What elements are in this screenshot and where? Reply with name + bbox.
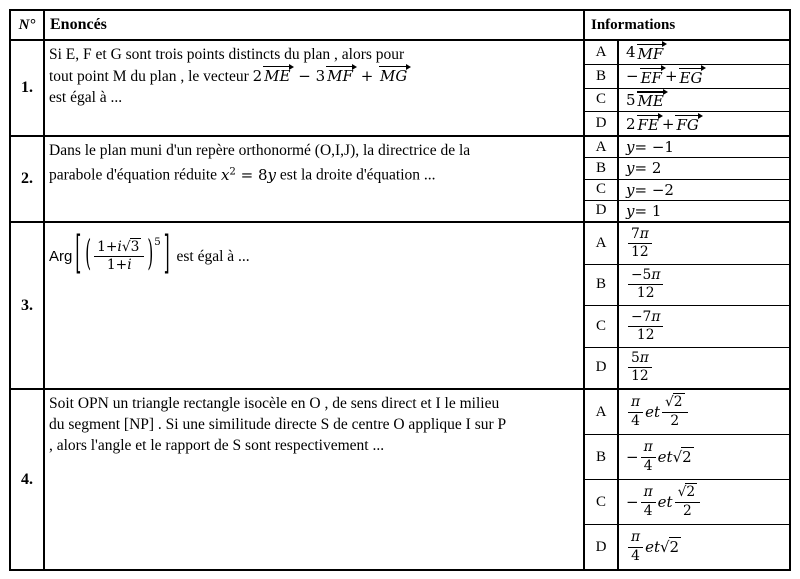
paren-bracket: ) xyxy=(147,232,154,275)
vector-arrow: ME xyxy=(262,65,293,84)
fraction: $\frac{-7\pi}{12}$ xyxy=(626,310,665,343)
option-letter: D xyxy=(585,201,619,221)
statement-line xyxy=(49,393,579,414)
option-row xyxy=(585,265,789,307)
fraction: $\frac{\pi}{4}$ xyxy=(626,530,645,563)
option-letter: B xyxy=(585,158,619,178)
square-root: √2 xyxy=(664,394,683,411)
option-row xyxy=(585,65,789,89)
superscript: 2 xyxy=(229,166,236,177)
option-letter: C xyxy=(585,306,619,347)
option-letter: A xyxy=(585,390,619,434)
statement-text: Soit OPN un triangle rectangle isocèle en O , de sens direct et I le milieu xyxy=(49,395,500,412)
option-value: $\frac{\pi}{4}$ et $\frac{√2}{2}$ xyxy=(619,390,789,434)
question-row xyxy=(11,41,789,137)
option-value: 5 ME xyxy=(619,89,789,112)
option-row xyxy=(585,390,789,435)
square-root: √2 xyxy=(659,538,680,556)
option-value: y = −1 xyxy=(626,138,674,157)
option-row xyxy=(585,137,789,158)
superscript: 5 xyxy=(154,237,161,248)
option-letter: A xyxy=(585,223,619,264)
statement-math: 2 ME − 3 MF + MG xyxy=(253,67,411,85)
question-row xyxy=(11,223,789,390)
statement-text: Dans le plan muni d'un repère orthonormé (O,I,J), la directrice de la xyxy=(49,142,471,159)
options-table xyxy=(585,223,789,388)
option-letter: D xyxy=(585,348,619,389)
square-root: √2 xyxy=(677,484,696,501)
option-letter: C xyxy=(585,180,619,200)
header-col-statements xyxy=(45,11,585,39)
question-row xyxy=(11,390,789,569)
vector-arrow: EG xyxy=(678,67,706,86)
question-rows xyxy=(11,41,789,569)
header-informations-label: Informations xyxy=(591,16,676,33)
statement-text: du segment [NP] . Si une similitude directe S de centre O applique I sur P xyxy=(49,416,507,433)
fraction: $\frac{\pi}{4}$ xyxy=(626,395,645,428)
statement-text: est égal à ... xyxy=(172,247,250,265)
fraction: $\frac{√2}{2}$ xyxy=(673,485,703,518)
option-letter: B xyxy=(585,435,619,479)
question-statement xyxy=(45,137,585,221)
option-value: − EF + EG xyxy=(619,65,789,88)
option-row xyxy=(585,480,789,525)
option-letter: A xyxy=(585,137,619,157)
question-number: 2. xyxy=(11,137,45,221)
question-number: 4. xyxy=(11,390,45,569)
square-root: √2 xyxy=(672,448,692,466)
header-col-informations xyxy=(585,11,789,39)
statement-line xyxy=(49,44,579,65)
square-bracket: [ xyxy=(75,225,82,280)
vector-arrow: MG xyxy=(378,65,410,84)
header-statements-label: Enoncés xyxy=(50,16,107,33)
option-value xyxy=(619,348,789,389)
option-row xyxy=(585,201,789,221)
statement-line xyxy=(49,435,579,456)
option-value: y = 1 xyxy=(626,201,662,220)
option-row xyxy=(585,306,789,348)
option-value: 2 FE + FG xyxy=(619,112,789,135)
fraction: $\frac{5\pi}{12}$ xyxy=(626,351,654,384)
statement-math: $x^2 = 8y$ xyxy=(220,165,277,184)
statement-text: Si E, F et G sont trois points distincts du plan , alors pour xyxy=(49,46,405,63)
square-root: √3 xyxy=(121,239,140,256)
option-value: y = 2 xyxy=(626,159,662,178)
vector-arrow: FG xyxy=(674,114,701,133)
option-value: 4 MF xyxy=(619,41,789,64)
vector-arrow: EF xyxy=(639,67,665,86)
paren-bracket: ( xyxy=(85,232,92,275)
statement-text: est la droite d'équation ... xyxy=(276,166,436,184)
square-bracket: ] xyxy=(163,225,170,280)
vector-arrow: MF xyxy=(636,43,667,62)
question-number: 1. xyxy=(11,41,45,135)
option-row xyxy=(585,112,789,135)
option-letter: A xyxy=(585,41,619,64)
option-value xyxy=(619,306,789,347)
fraction: $\frac{\pi}{4}$ xyxy=(639,485,658,518)
statement-line xyxy=(49,140,579,161)
option-row xyxy=(585,435,789,480)
header-col-number xyxy=(11,11,45,39)
fraction: $\frac{\pi}{4}$ xyxy=(639,440,658,473)
fraction: $\frac{-5\pi}{12}$ xyxy=(626,268,665,301)
option-value: − $\frac{\pi}{4}$ et √2 xyxy=(626,439,692,474)
vector-arrow: ME xyxy=(636,90,667,109)
options-table xyxy=(585,390,789,569)
header-row xyxy=(11,11,789,41)
option-letter: D xyxy=(585,112,619,135)
question-statement xyxy=(45,41,585,135)
exam-table xyxy=(9,9,791,571)
option-row xyxy=(585,348,789,389)
header-number-label: N° xyxy=(18,16,36,33)
question-statement xyxy=(45,390,585,569)
options-table xyxy=(585,137,789,221)
option-row xyxy=(585,223,789,265)
statement-line xyxy=(49,225,579,280)
fraction: $\frac{1+i√3}{1+i}$ xyxy=(92,240,146,273)
option-value: y = −2 xyxy=(626,180,674,199)
option-letter: D xyxy=(585,525,619,569)
statement-line xyxy=(49,161,579,186)
question-statement xyxy=(45,223,585,388)
option-row xyxy=(585,41,789,65)
option-row xyxy=(585,525,789,569)
question-number: 3. xyxy=(11,223,45,388)
option-letter: C xyxy=(585,480,619,524)
fraction: $\frac{√2}{2}$ xyxy=(660,395,690,428)
question-row xyxy=(11,137,789,223)
fraction: $\frac{7\pi}{12}$ xyxy=(626,227,654,260)
option-value xyxy=(619,265,789,306)
statement-line xyxy=(49,414,579,435)
option-letter: B xyxy=(585,65,619,88)
option-value xyxy=(619,223,789,264)
option-letter: C xyxy=(585,89,619,112)
statement-line xyxy=(49,65,579,87)
vector-arrow: MF xyxy=(325,65,356,84)
statement-text: tout point M du plan , le vecteur xyxy=(49,68,253,85)
statement-text: est égal à ... xyxy=(49,89,123,106)
vector-arrow: FE xyxy=(636,114,662,133)
option-row xyxy=(585,180,789,201)
option-row xyxy=(585,89,789,113)
options-table xyxy=(585,41,789,135)
option-row xyxy=(585,158,789,179)
upright-text: Arg xyxy=(49,247,73,265)
statement-line xyxy=(49,87,579,108)
option-value: $\frac{\pi}{4}$ et √2 xyxy=(619,525,789,569)
option-letter: B xyxy=(585,265,619,306)
statement-text: parabole d'équation réduite xyxy=(49,166,221,184)
option-value: − $\frac{\pi}{4}$ et $\frac{√2}{2}$ xyxy=(619,480,789,524)
statement-math xyxy=(49,225,173,280)
statement-text: , alors l'angle et le rapport de S sont respectivement ... xyxy=(49,437,385,454)
